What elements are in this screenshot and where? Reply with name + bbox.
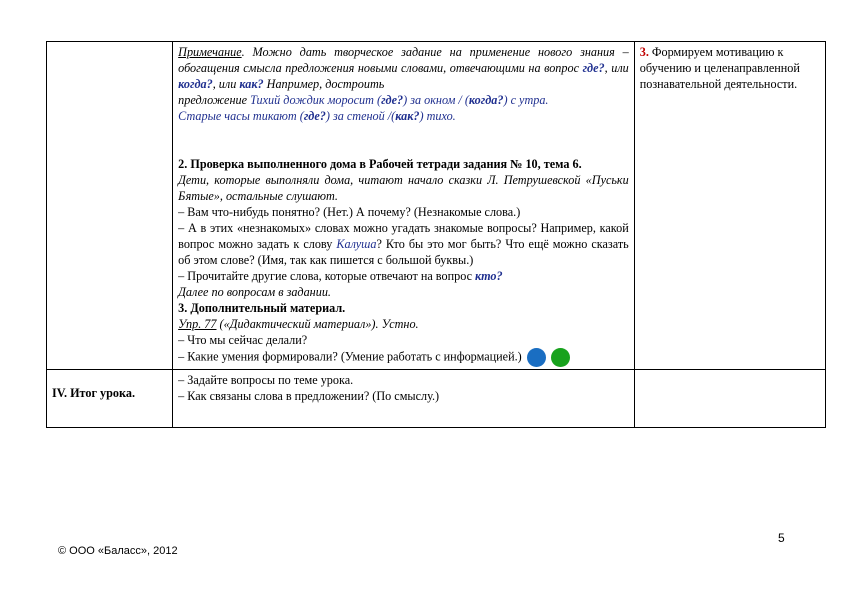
- example-text: ) с утра.: [503, 93, 549, 107]
- goal-text: Формируем мотивацию к обучению и целенаправленной познавательной деятельности.: [639, 45, 800, 91]
- section2-line: [178, 268, 629, 284]
- section2-text: – Прочитайте другие слова, которые отвечают на вопрос: [178, 269, 476, 283]
- blue-circle-icon: [527, 348, 546, 367]
- example-line-2: [178, 108, 629, 124]
- section2-text: ? Кто бы это мог быть? Что ещё можно сказать об этом слове? (Имя, так как пишется с большой буквы.): [178, 237, 629, 267]
- example-question: когда?: [468, 93, 504, 107]
- section3-exercise: [178, 316, 629, 332]
- content-cell: [173, 42, 635, 370]
- section2-title: 2. Проверка выполненного дома в Рабочей тетради задания № 10, тема 6.: [178, 157, 582, 171]
- section3-text: – Какие умения формировали? (Умение работать с информацией.): [178, 349, 522, 364]
- question-how: как?: [239, 77, 264, 91]
- note-text: предложение: [178, 93, 251, 107]
- example-text: ) за стеной /(: [325, 109, 396, 123]
- example-question: где?: [303, 109, 326, 123]
- word-kalusha: Калуша: [336, 237, 377, 251]
- example-question: где?: [381, 93, 404, 107]
- note-sep: , или: [604, 61, 629, 75]
- copyright: © ООО «Баласс», 2012: [58, 545, 178, 557]
- note-text: . Можно дать творческое задание на применение нового знания – обогащения смысла предложения новыми словами, отвечающими на вопрос: [178, 45, 629, 75]
- question-where: где?: [582, 61, 605, 75]
- example-text: ) тихо.: [419, 109, 456, 123]
- summary-cell: [173, 370, 635, 428]
- note-label: Примечание: [178, 45, 242, 59]
- note-text: Например, достроить: [263, 77, 385, 91]
- goal-number: 3.: [639, 45, 649, 59]
- section3-title: 3. Дополнительный материал.: [178, 301, 346, 315]
- section2-intro: Дети, которые выполняли дома, читают начало сказки Л. Петрушевской «Пуськи Бятые», остальные слушают.: [178, 173, 629, 203]
- lesson-table: [46, 41, 826, 428]
- spacer: [178, 124, 629, 156]
- section2-line: Далее по вопросам в задании.: [178, 285, 331, 299]
- section3-line: – Что мы сейчас делали?: [178, 333, 308, 347]
- example-text: ) за окном / (: [403, 93, 469, 107]
- summary-line: – Как связаны слова в предложении? (По смыслу.): [178, 389, 440, 403]
- section2-line: [178, 220, 629, 268]
- question-who: кто?: [475, 269, 503, 283]
- table-row: [47, 42, 826, 370]
- stage-title: IV. Итог урока.: [47, 370, 173, 428]
- table-row: [47, 370, 826, 428]
- summary-line: – Задайте вопросы по теме урока.: [178, 373, 354, 387]
- note-sep: , или: [212, 77, 240, 91]
- empty-cell: [634, 370, 825, 428]
- exercise-link[interactable]: Упр. 77: [178, 317, 217, 331]
- note-paragraph: [178, 44, 629, 92]
- question-when: когда?: [178, 77, 213, 91]
- example-text: Тихий дождик моросит (: [250, 93, 382, 107]
- section2-line: – Вам что-нибудь понятно? (Нет.) А почему? (Незнакомые слова.): [178, 205, 521, 219]
- page-number: 5: [778, 531, 785, 545]
- section3-line: [178, 348, 629, 367]
- example-line-1: [178, 92, 629, 108]
- goal-cell: [634, 42, 825, 370]
- green-circle-icon: [551, 348, 570, 367]
- example-question: как?: [395, 109, 420, 123]
- section2-text: – А в этих «незнакомых» словах можно угадать знакомые вопросы? Например, какой вопрос можно задать к слову: [178, 221, 629, 251]
- exercise-text: («Дидактический материал»). Устно.: [216, 317, 419, 331]
- example-text: Старые часы тикают (: [178, 109, 304, 123]
- stage-cell-empty: [47, 42, 173, 370]
